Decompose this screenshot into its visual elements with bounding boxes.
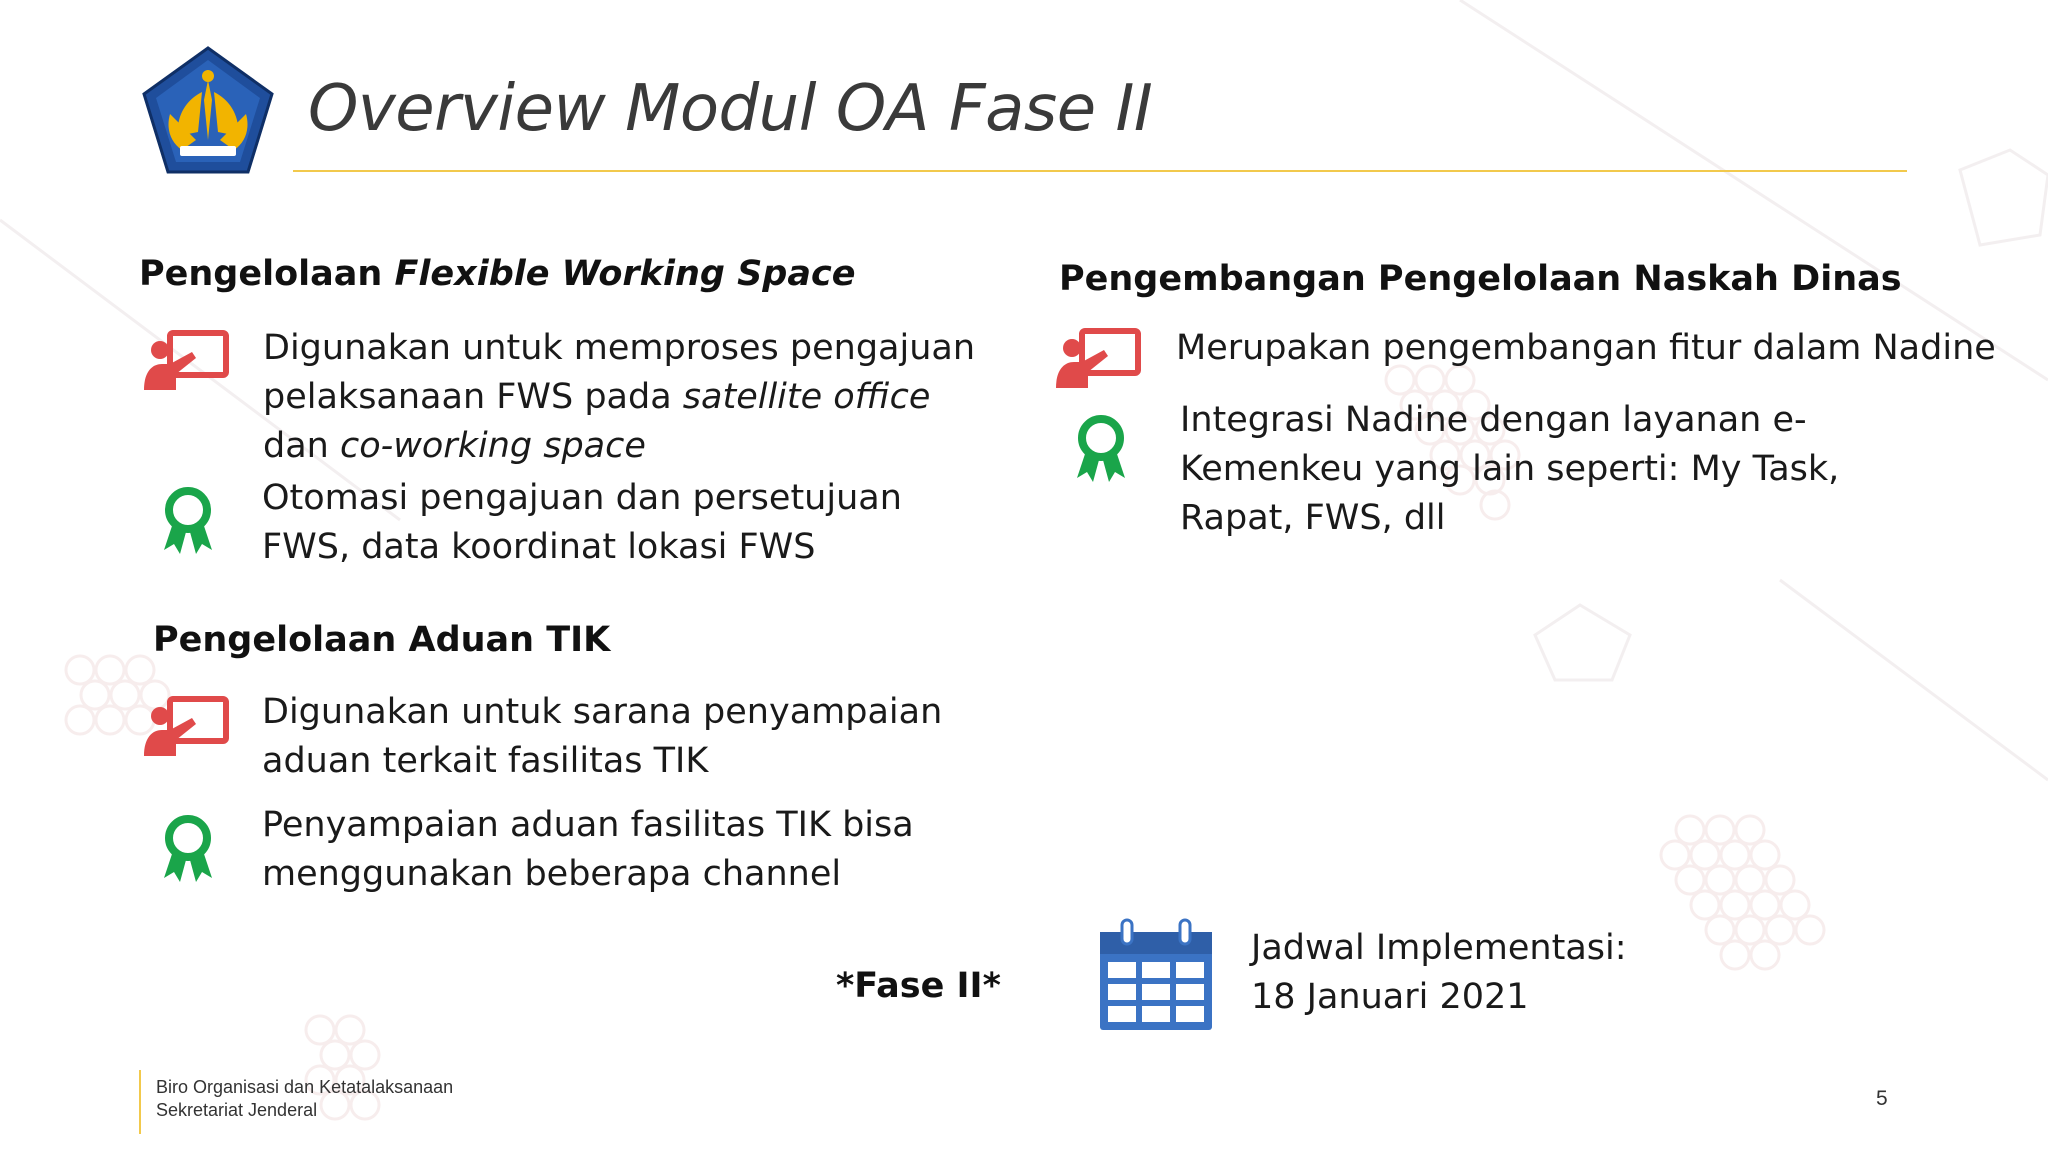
section-heading-fws-plain: Pengelolaan — [139, 254, 395, 294]
section-heading-fws — [139, 254, 855, 294]
page-title: Overview Modul OA Fase II — [308, 72, 1153, 146]
fws-item-1 — [263, 324, 983, 471]
award-ribbon-icon — [1073, 414, 1129, 484]
jadwal-implementasi — [1251, 924, 1627, 1022]
award-ribbon-icon — [160, 814, 216, 884]
footer-line-1: Biro Organisasi dan Ketatalaksanaan — [156, 1077, 454, 1097]
jadwal-date: 18 Januari 2021 — [1251, 977, 1529, 1017]
calendar-icon — [1098, 918, 1214, 1032]
kemenkeu-logo — [140, 44, 276, 180]
naskah-item-2: Integrasi Nadine dengan layanan e-Kemenkeu yang lain seperti: My Task, Rapat, FWS, dll — [1180, 400, 1840, 538]
fase-label: *Fase II* — [836, 966, 1001, 1006]
fws-item-2: Otomasi pengajuan dan persetujuan FWS, data koordinat lokasi FWS — [262, 478, 902, 567]
presentation-icon — [140, 694, 230, 764]
section-heading-naskah: Pengembangan Pengelolaan Naskah Dinas — [1059, 259, 1902, 299]
jadwal-label: Jadwal Implementasi: — [1251, 928, 1627, 968]
fws-item-1-italic-b: co-working space — [339, 426, 646, 466]
footer-organization — [156, 1076, 453, 1122]
title-underline — [293, 170, 1907, 172]
fws-item-1-italic-a: satellite office — [682, 377, 931, 417]
fws-item-1-text-b: dan — [263, 426, 340, 466]
fws-item-1-text-a: Digunakan untuk memproses pengajuan pelaksanaan FWS pada — [263, 328, 976, 417]
award-ribbon-icon — [160, 486, 216, 556]
footer-line-2: Sekretariat Jenderal — [156, 1100, 318, 1120]
presentation-icon — [1052, 326, 1142, 396]
aduan-item-2: Penyampaian aduan fasilitas TIK bisa menggunakan beberapa channel — [262, 805, 914, 894]
presentation-icon — [140, 328, 230, 398]
section-heading-fws-italic: Flexible Working Space — [394, 254, 856, 294]
footer-divider — [139, 1070, 141, 1134]
page-number: 5 — [1876, 1087, 1888, 1110]
section-heading-aduan: Pengelolaan Aduan TIK — [153, 620, 611, 660]
naskah-item-1: Merupakan pengembangan fitur dalam Nadine — [1176, 328, 1996, 368]
aduan-item-1: Digunakan untuk sarana penyampaian aduan terkait fasilitas TIK — [262, 692, 943, 781]
